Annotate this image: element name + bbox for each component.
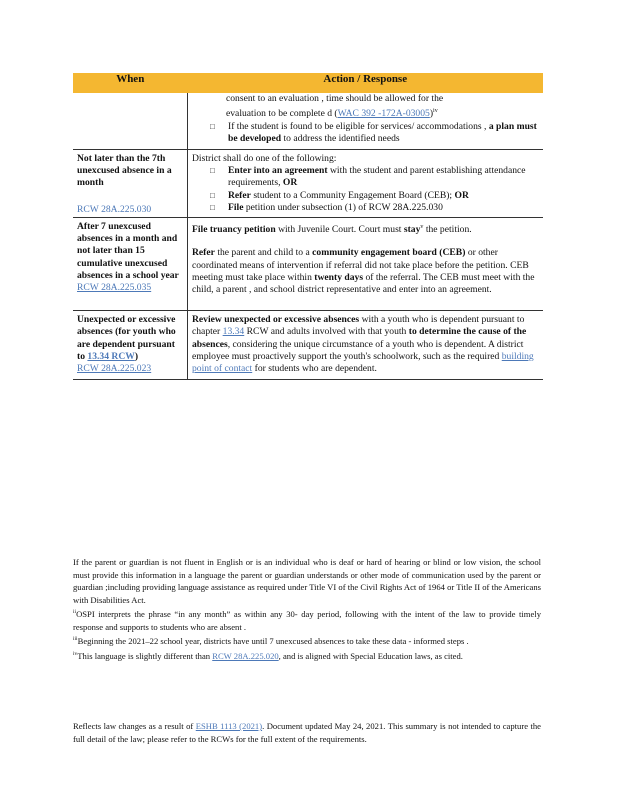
consent-line1: consent to an evaluation , time should be allowed for the [226,93,444,104]
when-text: After 7 unexcused absences in a month and not later than 15 cumulative unexcused absences in a school year [77,221,179,281]
footnotes [73,556,541,662]
refer-bullet: Refer student to a Community Engagement Board (CEB); OR [228,189,469,201]
footnote-1: If the parent or guardian is not fluent in English or is an individual who is deaf or hard of hearing or blind or low vision, the school must provide this information in a language the parent or guardian understands or other mode of communication used by the parent or guardian ;including providing language assistance as required under Title VI of the Civil Rights Act of 1964 or Title II of the Americans with Disabilities Act. [73,557,541,605]
table-row [73,218,543,311]
header-action: Action / Response [188,73,544,93]
action-cell [188,150,544,218]
table-row [73,150,543,218]
header-when: When [73,73,188,93]
attendance-table [73,73,543,380]
when-cell-empty [73,93,188,150]
rcw-020-link[interactable]: RCW 28A.225.020 [212,650,279,661]
rcw-link[interactable]: RCW 28A.225.023 [77,363,152,375]
file-bullet: File petition under subsection (1) of RCW 28A.225.030 [228,201,443,213]
review-text: Review unexpected or excessive absences with a youth who is dependent pursuant to chapter 13.34 RCW and adults involved with that youth to determine the cause of the absences, considering the unique circumstance of a youth who is dependent. A district employee must proactively support the youth's schoolwork, such as the required building point of contact for students who are dependent. [192,314,534,375]
wac-link[interactable]: WAC 392 -172A-03005 [337,108,430,120]
refer-ceb-text: Refer the parent and child to a community engagement board (CEB) or other coordinated means of intervention if referral did not take place before the petition. CEB meeting must take place within twenty days of the referral. The CEB must meet with the child, a parent , and school district representative and enter into an agreement. [192,247,535,296]
footnote-2: $^{ii}$OSPI interprets the phrase “in any month” as within any 30- day period, following with the intent of the law to provide timely response and supports to students who are absent . [73,609,541,632]
consent-line2: evaluation to be complete d (WAC 392 -172A-03005)$^{iv}$ [226,108,438,120]
chapter-link[interactable]: 13.34 RCW [87,350,135,362]
eligible-bullet: If the student is found to be eligible for services/ accommodations , a plan must be developed to address the identified needs [228,120,537,144]
point-of-contact-link[interactable]: building point of contact [192,350,534,375]
bullet-icon: □ [210,202,215,212]
table-header-row [73,73,543,93]
footnote-4: $^{iv}$This language is slightly different than RCW 28A.225.020, and is aligned with Special Education laws, as cited. [73,650,463,661]
chapter-link[interactable]: 13.34 [222,326,245,338]
rcw-ref: RCW 28A.225.030 [77,203,152,215]
agreement-bullet: Enter into an agreement with the student and parent establishing attendance requirements, OR [228,165,526,189]
table-row [73,93,543,150]
footer-note: Reflects law changes as a result of ESHB 1113 (2021). Document updated May 24, 2021. This summary is not intended to capture the full detail of the law; please refer to the RCWs for the full extent of the requirements. [73,721,541,744]
when-cell [73,311,188,380]
when-cell [73,218,188,311]
when-text: Unexpected or excessive absences (for youth who are dependent pursuant to 13.34 RCW) [77,314,176,362]
when-text: Not later than the 7th unexcused absence in a month [77,153,172,189]
rcw-link[interactable]: RCW 28A.225.035 [77,282,152,294]
bullet-icon: □ [210,166,215,176]
file-petition-text: File truancy petition with Juvenile Court. Court must stay$^v$ the petition. [192,224,472,236]
bullet-icon: □ [210,121,215,131]
bullet-icon: □ [210,190,215,200]
action-cell [188,311,544,380]
action-cell [188,93,544,150]
intro-text: District shall do one of the following: [192,153,337,164]
action-cell [188,218,544,311]
footnote-3: $^{iii}$Beginning the 2021–22 school year, districts have until 7 unexcused absences to take these data - informed steps . [73,636,469,647]
eshb-link[interactable]: ESHB 1113 (2021) [195,721,263,731]
table-row [73,311,543,380]
when-cell [73,150,188,218]
